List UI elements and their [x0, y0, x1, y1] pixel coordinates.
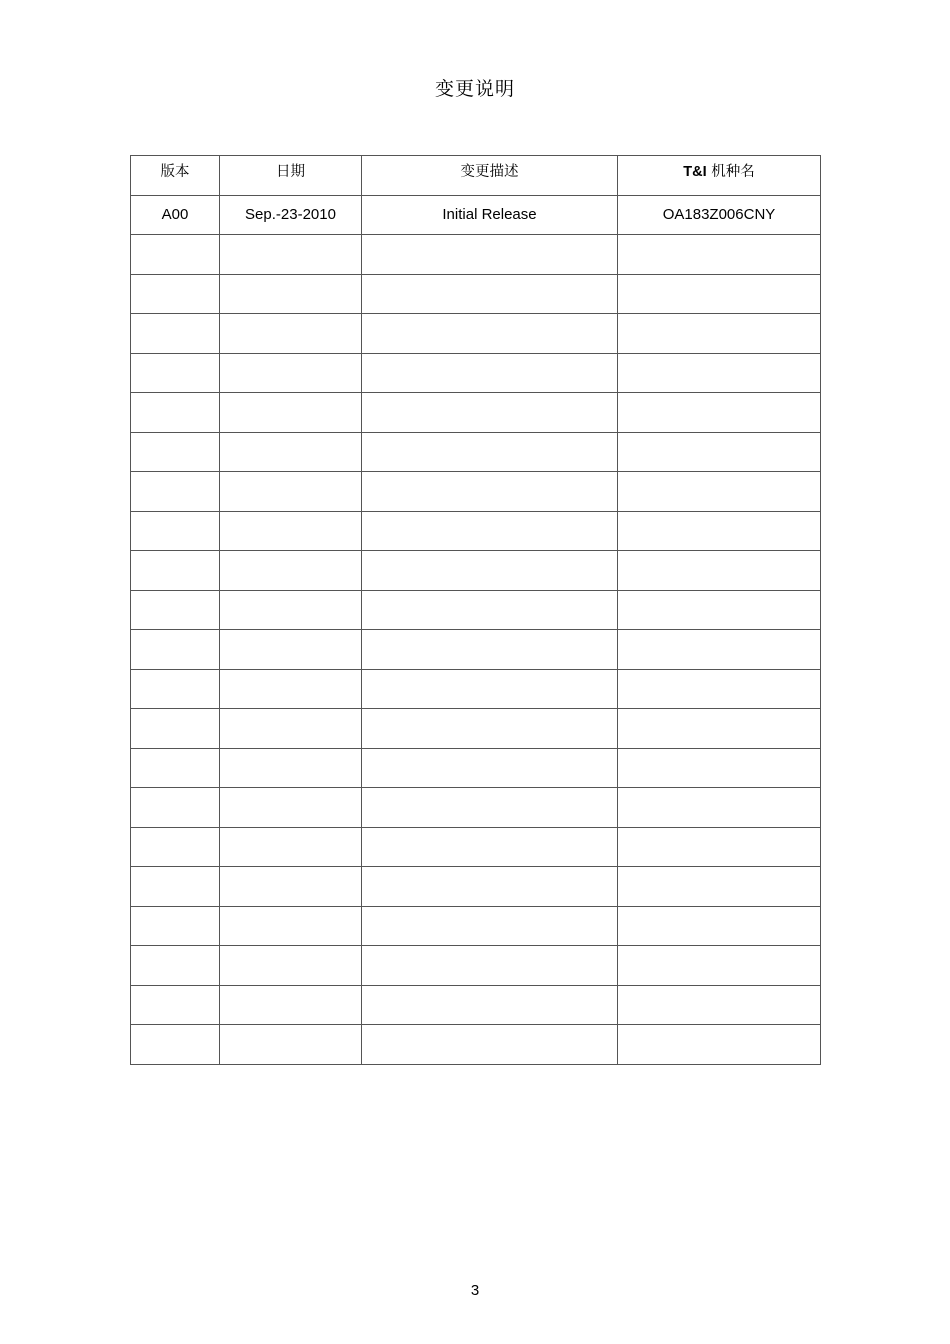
table-row	[131, 274, 821, 314]
cell-model	[618, 314, 821, 354]
cell-description	[362, 630, 618, 670]
cell-date	[220, 985, 362, 1025]
cell-model	[618, 432, 821, 472]
table-row	[131, 235, 821, 275]
cell-model	[618, 709, 821, 749]
cell-date	[220, 432, 362, 472]
cell-date	[220, 709, 362, 749]
cell-date	[220, 946, 362, 986]
cell-version	[131, 630, 220, 670]
cell-version	[131, 788, 220, 828]
cell-version	[131, 393, 220, 433]
table-row	[131, 432, 821, 472]
cell-version	[131, 353, 220, 393]
cell-date	[220, 867, 362, 907]
cell-description	[362, 867, 618, 907]
cell-version	[131, 906, 220, 946]
cell-description	[362, 590, 618, 630]
page-number: 3	[470, 1282, 480, 1299]
cell-model	[618, 472, 821, 512]
cell-version	[131, 709, 220, 749]
cell-version	[131, 748, 220, 788]
cell-version	[131, 985, 220, 1025]
cell-description	[362, 788, 618, 828]
table-header-row	[131, 156, 821, 196]
cell-date	[220, 827, 362, 867]
cell-version	[131, 235, 220, 275]
cell-date: Sep.-23-2010	[220, 195, 362, 235]
cell-description	[362, 748, 618, 788]
cell-version	[131, 867, 220, 907]
cell-version	[131, 551, 220, 591]
cell-model	[618, 669, 821, 709]
table-row	[131, 906, 821, 946]
cell-date	[220, 274, 362, 314]
table-row	[131, 353, 821, 393]
cell-description	[362, 511, 618, 551]
header-description: 变更描述	[362, 156, 618, 196]
cell-description	[362, 551, 618, 591]
header-date: 日期	[220, 156, 362, 196]
cell-version	[131, 946, 220, 986]
cell-description	[362, 393, 618, 433]
table-row	[131, 511, 821, 551]
cell-description: Initial Release	[362, 195, 618, 235]
table-row	[131, 748, 821, 788]
cell-model	[618, 551, 821, 591]
header-model	[618, 156, 821, 196]
table-row	[131, 630, 821, 670]
cell-model	[618, 946, 821, 986]
cell-date	[220, 235, 362, 275]
cell-model: OA183Z006CNY	[618, 195, 821, 235]
cell-description	[362, 1025, 618, 1065]
cell-version	[131, 669, 220, 709]
cell-description	[362, 906, 618, 946]
cell-date	[220, 551, 362, 591]
cell-description	[362, 314, 618, 354]
table-row	[131, 946, 821, 986]
cell-model	[618, 590, 821, 630]
table-row	[131, 669, 821, 709]
cell-date	[220, 472, 362, 512]
header-version: 版本	[131, 156, 220, 196]
cell-date	[220, 669, 362, 709]
table-row	[131, 393, 821, 433]
table-body	[131, 195, 821, 1064]
table-row	[131, 472, 821, 512]
cell-date	[220, 353, 362, 393]
table-row	[131, 788, 821, 828]
table-row	[131, 551, 821, 591]
cell-model	[618, 393, 821, 433]
cell-date	[220, 630, 362, 670]
cell-model	[618, 511, 821, 551]
table-row	[131, 985, 821, 1025]
page-title: 变更说明	[434, 78, 515, 100]
cell-date	[220, 314, 362, 354]
cell-model	[618, 867, 821, 907]
cell-version	[131, 432, 220, 472]
table-row	[131, 1025, 821, 1065]
table-row	[131, 709, 821, 749]
table-row	[131, 827, 821, 867]
cell-date	[220, 906, 362, 946]
table-row	[131, 867, 821, 907]
cell-model	[618, 906, 821, 946]
cell-model	[618, 748, 821, 788]
cell-version	[131, 1025, 220, 1065]
cell-description	[362, 985, 618, 1025]
cell-date	[220, 590, 362, 630]
change-history-table	[130, 155, 821, 1065]
cell-description	[362, 432, 618, 472]
cell-model	[618, 630, 821, 670]
cell-version	[131, 472, 220, 512]
cell-date	[220, 393, 362, 433]
cell-model	[618, 353, 821, 393]
cell-description	[362, 709, 618, 749]
cell-description	[362, 353, 618, 393]
cell-version: A00	[131, 195, 220, 235]
header-model-prefix: T&I	[683, 164, 707, 180]
cell-description	[362, 946, 618, 986]
cell-model	[618, 985, 821, 1025]
cell-version	[131, 827, 220, 867]
cell-date	[220, 788, 362, 828]
cell-description	[362, 274, 618, 314]
cell-description	[362, 827, 618, 867]
header-model-label: 机种名	[706, 164, 755, 180]
cell-date	[220, 1025, 362, 1065]
cell-version	[131, 274, 220, 314]
cell-date	[220, 748, 362, 788]
table-row	[131, 314, 821, 354]
table-row	[131, 195, 821, 235]
cell-description	[362, 472, 618, 512]
cell-model	[618, 827, 821, 867]
cell-model	[618, 1025, 821, 1065]
cell-description	[362, 235, 618, 275]
cell-version	[131, 590, 220, 630]
cell-model	[618, 788, 821, 828]
cell-date	[220, 511, 362, 551]
cell-version	[131, 511, 220, 551]
cell-model	[618, 274, 821, 314]
cell-version	[131, 314, 220, 354]
cell-model	[618, 235, 821, 275]
cell-description	[362, 669, 618, 709]
table-row	[131, 590, 821, 630]
